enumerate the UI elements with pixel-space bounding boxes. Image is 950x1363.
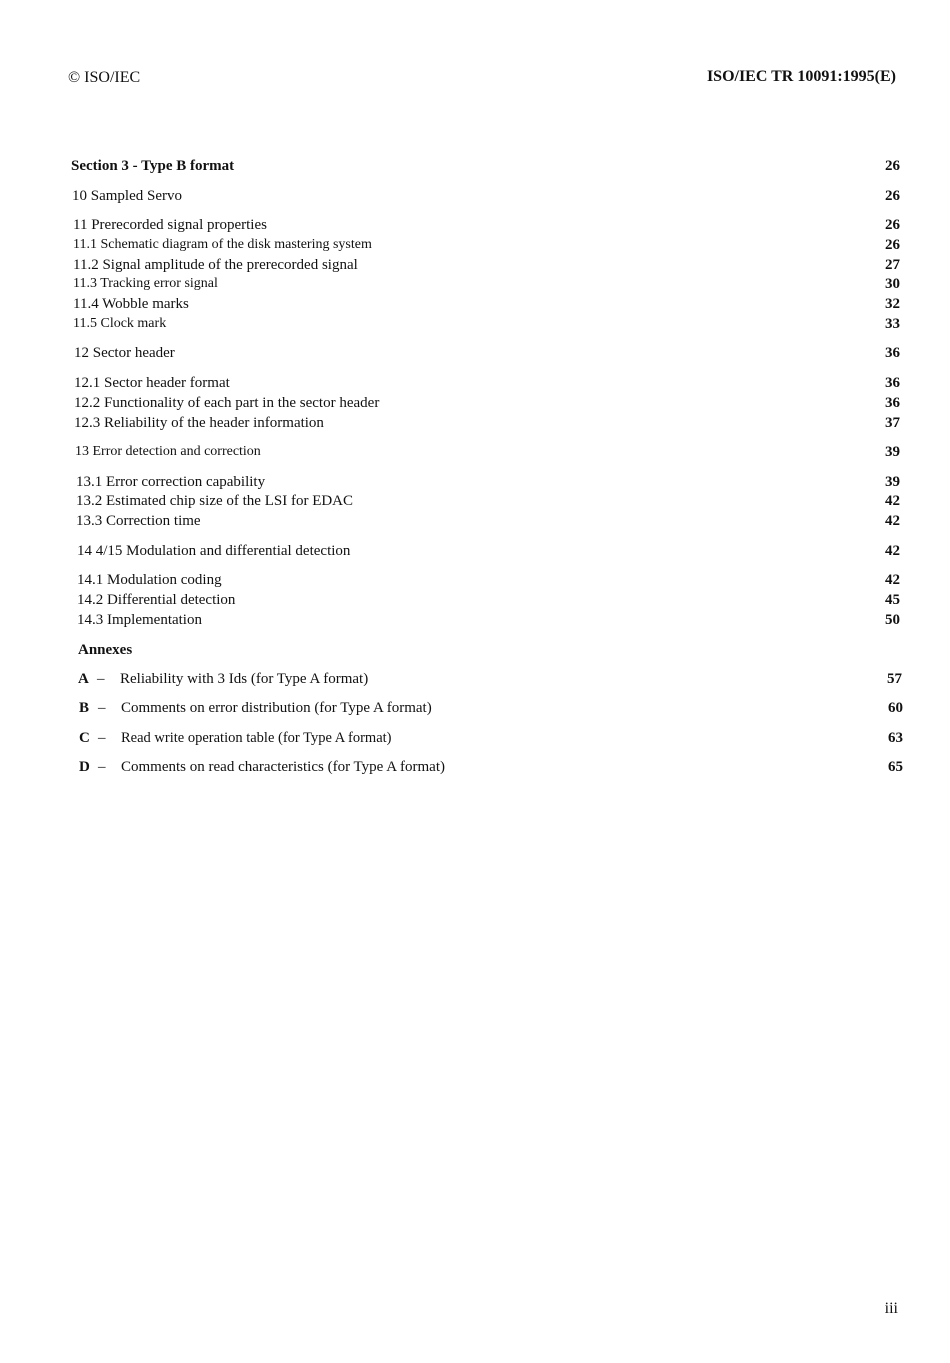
toc-entry-text: 14.2 Differential detection [77, 592, 236, 608]
annexes-heading-row [0, 640, 950, 660]
annex-entry [0, 728, 950, 748]
toc-entry-page: 39 [885, 474, 900, 490]
annex-letter: D [79, 759, 90, 775]
toc-entry-page: 50 [885, 612, 900, 628]
toc-entry-text: 11.1 Schematic diagram of the disk mastering system [73, 237, 372, 252]
annex-dash: – [98, 759, 106, 775]
toc-entry-page: 32 [885, 296, 900, 312]
annex-title: Read write operation table (for Type A format) [121, 730, 392, 746]
annex-page: 60 [888, 700, 903, 716]
toc-entry-text: 12 Sector header [74, 345, 175, 361]
toc-entry [0, 235, 950, 255]
header-document-id: ISO/IEC TR 10091:1995(E) [706, 68, 896, 85]
toc-entry [0, 274, 950, 294]
toc-entry-page: 42 [885, 513, 900, 529]
annex-entry [0, 698, 950, 718]
toc-entry-page: 36 [885, 345, 900, 361]
annex-page: 65 [888, 759, 903, 775]
toc-entry-page: 26 [885, 158, 900, 174]
toc-entry-page: 42 [885, 493, 900, 509]
toc-entry-page: 27 [885, 257, 900, 273]
toc-entry [0, 610, 950, 630]
toc-entry [0, 541, 950, 561]
toc-entry-text: 11.5 Clock mark [73, 316, 167, 331]
toc-entry-text: 11.3 Tracking error signal [73, 276, 218, 291]
annex-letter: A [78, 671, 89, 687]
annex-dash: – [98, 700, 106, 716]
toc-entry [0, 343, 950, 363]
toc-entry-text: 11 Prerecorded signal properties [73, 217, 267, 233]
toc-entry-page: 33 [885, 316, 900, 332]
toc-entry-text: 12.1 Sector header format [74, 375, 230, 391]
annex-title: Comments on error distribution (for Type A format) [121, 700, 432, 716]
toc-entry [0, 570, 950, 590]
toc-entry [0, 314, 950, 334]
toc-entry [0, 413, 950, 433]
toc-entry [0, 590, 950, 610]
toc-entry-text: 13.3 Correction time [76, 513, 201, 529]
annex-dash: – [97, 671, 105, 687]
toc-entry-text: 12.2 Functionality of each part in the sector header [74, 395, 380, 411]
toc-entry-text: 11.2 Signal amplitude of the prerecorded signal [73, 257, 358, 273]
annex-title: Reliability with 3 Ids (for Type A format) [120, 671, 369, 687]
toc-entry [0, 393, 950, 413]
toc-entry [0, 491, 950, 511]
toc-entry-text: Section 3 - Type B format [71, 158, 235, 174]
toc-entry-page: 45 [885, 592, 900, 608]
toc-entry-page: 30 [885, 276, 900, 292]
toc-entry [0, 215, 950, 235]
toc-entry-text: 13.2 Estimated chip size of the LSI for EDAC [76, 493, 354, 509]
toc-entry-text: 14 4/15 Modulation and differential detection [77, 543, 351, 559]
header-copyright: © ISO/IEC [68, 69, 141, 86]
toc-entry-text: 14.3 Implementation [77, 612, 202, 628]
toc-entry-text: 14.1 Modulation coding [77, 572, 222, 588]
toc-entry [0, 373, 950, 393]
toc-entry [0, 442, 950, 462]
toc-entry-page: 26 [885, 237, 900, 253]
toc-entry-page: 26 [885, 217, 900, 233]
annex-entry [0, 669, 950, 689]
toc-entry [0, 472, 950, 492]
toc-entry-page: 39 [885, 444, 900, 460]
annex-entry [0, 757, 950, 777]
toc-entry-page: 36 [885, 375, 900, 391]
annex-page: 63 [888, 730, 903, 746]
annex-letter: C [79, 730, 90, 746]
annex-title: Comments on read characteristics (for Type A format) [121, 759, 445, 775]
toc-entry [0, 156, 950, 176]
toc-entry-text: 12.3 Reliability of the header information [74, 415, 324, 431]
toc-entry-text: 13.1 Error correction capability [76, 474, 266, 490]
toc-entry-page: 36 [885, 395, 900, 411]
annex-dash: – [98, 730, 106, 746]
toc-entry [0, 186, 950, 206]
toc-entry-page: 42 [885, 543, 900, 559]
annex-letter: B [79, 700, 90, 716]
footer-page-number: iii [884, 1300, 898, 1317]
toc-entry-page: 26 [885, 188, 900, 204]
toc-entry-text: 13 Error detection and correction [75, 444, 261, 459]
annex-page: 57 [887, 671, 902, 687]
toc-entry-page: 42 [885, 572, 900, 588]
toc-entry-text: 10 Sampled Servo [72, 188, 182, 204]
annexes-heading: Annexes [78, 642, 133, 658]
toc-entry [0, 294, 950, 314]
toc-entry-page: 37 [885, 415, 900, 431]
toc-entry [0, 511, 950, 531]
toc-entry-text: 11.4 Wobble marks [73, 296, 189, 312]
toc-entry [0, 255, 950, 275]
